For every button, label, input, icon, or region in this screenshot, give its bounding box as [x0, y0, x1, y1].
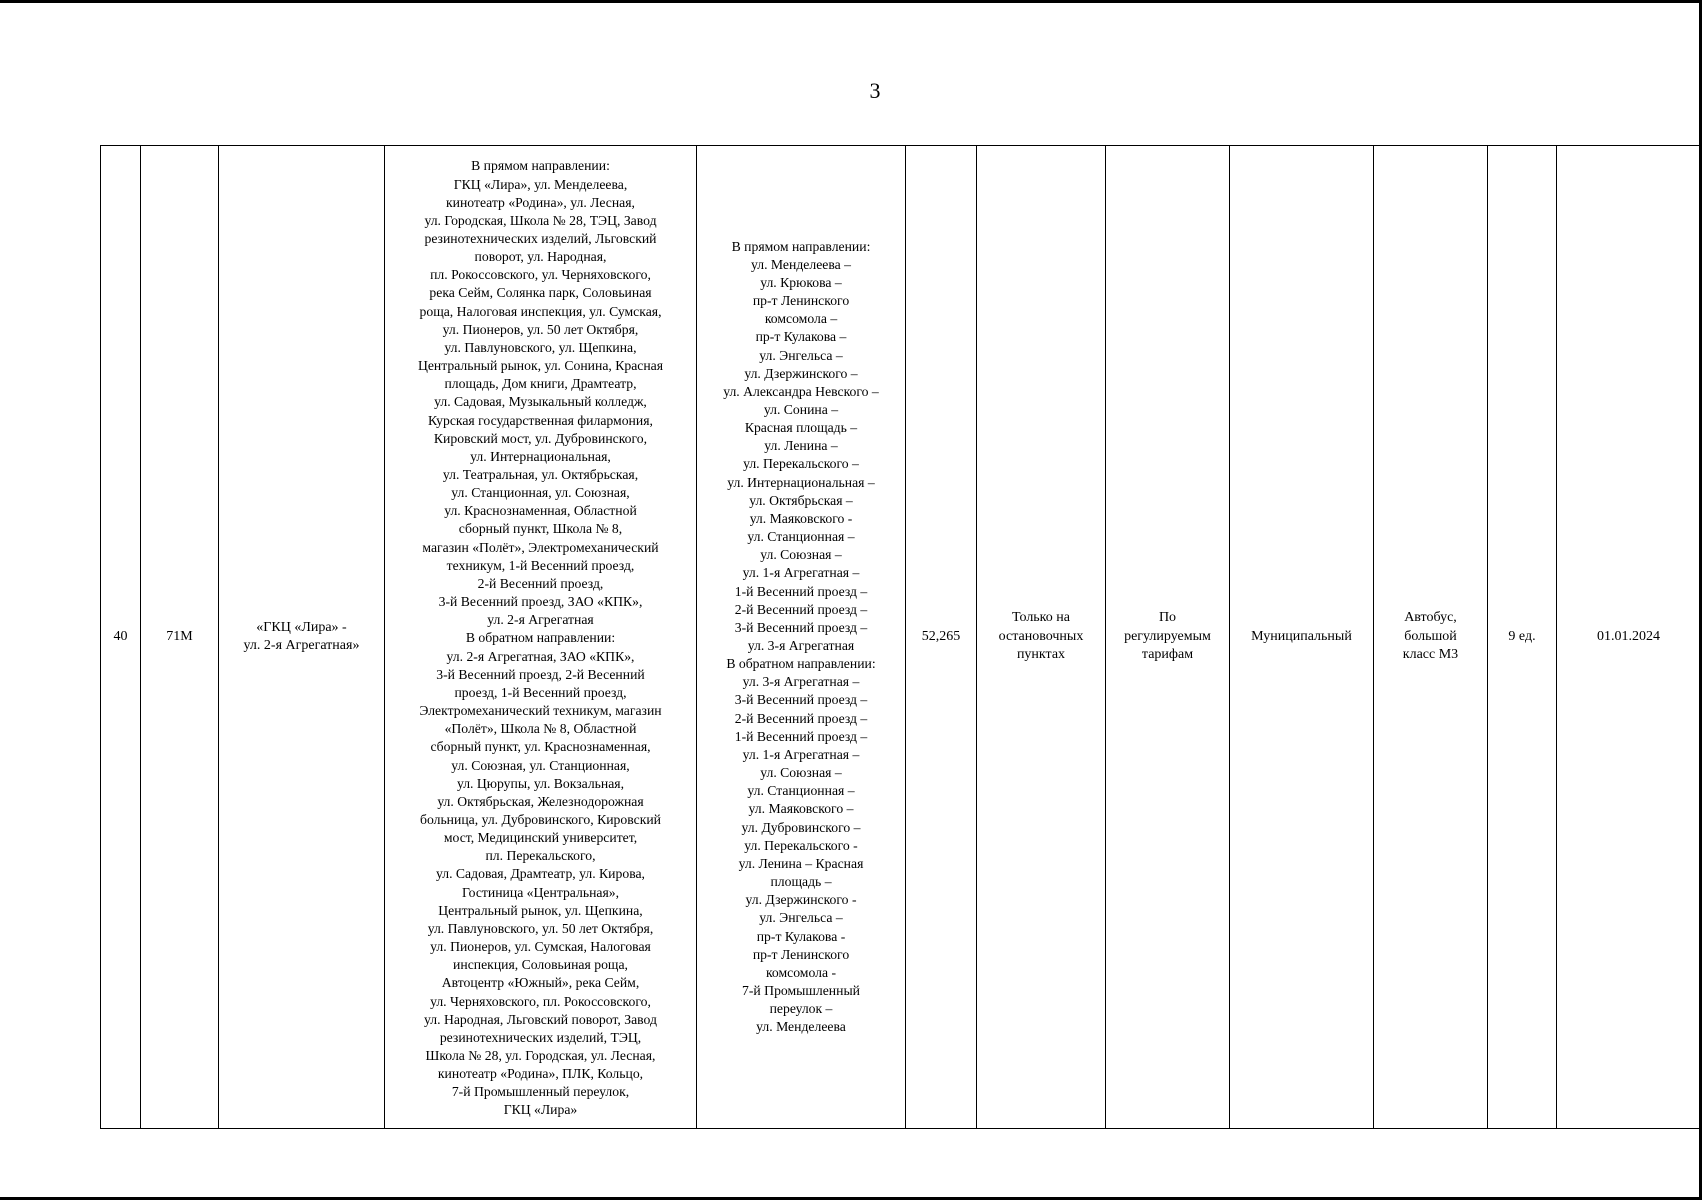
vehicle-class	[1376, 609, 1485, 664]
text-line: ул. Ленина – Красная	[738, 855, 864, 871]
text-line: 3-й Весенний проезд, ЗАО «КПК»,	[438, 594, 643, 610]
text-line: ул. Союзная –	[760, 765, 842, 781]
vehicle-cell	[1374, 146, 1488, 1129]
text-line: ул. 1-я Агрегатная –	[742, 565, 860, 581]
text-line: ул. Интернациональная,	[470, 448, 611, 464]
text-line: 1-й Весенний проезд –	[734, 728, 868, 744]
stops-cell	[385, 146, 697, 1129]
text-line: ул. Перекальского -	[744, 837, 858, 853]
text-line: Курская государственная филармония,	[428, 412, 653, 428]
text-line: Центральный рынок, ул. Щепкина,	[438, 902, 643, 918]
text-line: ул. Менделеева	[756, 1019, 846, 1035]
text-line: площадь, Дом книги, Драмтеатр,	[444, 376, 637, 392]
text-line: ул. Дубровинского –	[741, 819, 861, 835]
text-line: ул. Октябрьская, Железнодорожная	[437, 793, 644, 809]
text-line: ул. Садовая, Музыкальный колледж,	[434, 394, 647, 410]
boarding-order	[979, 609, 1103, 664]
text-line: сборный пункт, Школа № 8,	[458, 521, 623, 537]
text-line: резинотехнических изделий, ТЭЦ,	[439, 1029, 642, 1045]
text-line: 3-й Весенний проезд, 2-й Весенний	[436, 666, 645, 682]
route-type: Муниципальный	[1251, 628, 1352, 644]
scan-edge-top	[0, 0, 1702, 3]
text-line: Гостиница «Центральная»,	[461, 884, 620, 900]
text-line: ул. Интернациональная –	[727, 474, 875, 490]
text-line: ул. Павлуновского, ул. Щепкина,	[444, 339, 637, 355]
text-line: 2-й Весенний проезд,	[477, 575, 604, 591]
text-line: ул. Пионеров, ул. 50 лет Октября,	[442, 321, 639, 337]
text-line: Центральный рынок, ул. Сонина, Красная	[417, 358, 664, 374]
text-line: ул. Станционная –	[747, 529, 855, 545]
text-line: В прямом направлении:	[471, 158, 610, 174]
text-line: ул. Александра Невского –	[723, 383, 879, 399]
text-line: большой	[1404, 628, 1457, 644]
tariff-type	[1108, 609, 1227, 664]
text-line: класс М3	[1402, 647, 1459, 663]
route-table	[100, 145, 1701, 1129]
text-line: комсомола -	[765, 964, 837, 980]
text-line: ул. Октябрьская –	[749, 492, 853, 508]
text-line: река Сейм, Солянка парк, Соловьиная	[429, 285, 652, 301]
text-line: «ГКЦ «Лира» -	[256, 619, 347, 635]
text-line: В прямом направлении:	[731, 238, 871, 254]
text-line: мост, Медицинский университет,	[443, 830, 638, 846]
route-type-cell	[1230, 146, 1374, 1129]
text-line: ул. Сонина –	[763, 401, 839, 417]
text-line: ул. 2-я Агрегатная»	[243, 638, 360, 653]
text-line: ул. 2-я Агрегатная, ЗАО «КПК»,	[446, 648, 635, 664]
text-line: магазин «Полёт», Электромеханический	[422, 539, 659, 555]
text-line: ул. Энгельса –	[759, 347, 843, 363]
text-line: ул. Маяковского –	[748, 801, 854, 817]
route-number: 71М	[166, 628, 193, 644]
text-line: ул. Менделеева –	[751, 256, 851, 272]
text-line: ул. Городская, Школа № 28, ТЭЦ, Завод	[424, 212, 657, 228]
text-line: В обратном направлении:	[465, 630, 616, 646]
text-line: ул. Черняховского, пл. Рокоссовского,	[430, 993, 651, 1009]
text-line: сборный пункт, ул. Краснознаменная,	[430, 739, 651, 755]
text-line: 7-й Промышленный	[742, 982, 860, 998]
text-line: пр-т Ленинского	[752, 946, 850, 962]
text-line: остановочных	[998, 628, 1084, 644]
text-line: ул. Народная, Льговский поворот, Завод	[424, 1011, 657, 1027]
text-line: пр-т Ленинского	[752, 293, 850, 309]
text-line: ул. Ленина –	[764, 438, 838, 454]
text-line: ул. Станционная, ул. Союзная,	[451, 485, 630, 501]
text-line: Школа № 28, ул. Городская, ул. Лесная,	[425, 1048, 656, 1064]
text-line: тарифам	[1141, 647, 1194, 663]
route-name-cell	[219, 146, 385, 1129]
text-line: ул. 1-я Агрегатная –	[742, 746, 860, 762]
text-line: 1-й Весенний проезд –	[734, 583, 868, 599]
text-line: ул. Цюрупы, ул. Вокзальная,	[456, 775, 625, 791]
row-number: 40	[113, 628, 128, 644]
table-row	[101, 146, 1701, 1129]
start-date: 01.01.2024	[1597, 628, 1660, 644]
text-line: Автобус,	[1404, 610, 1457, 626]
text-line: роща, Налоговая инспекция, ул. Сумская,	[419, 303, 662, 319]
text-line: ул. 3-я Агрегатная	[747, 638, 855, 653]
boarding-cell	[977, 146, 1106, 1129]
text-line: пл. Рокоссовского, ул. Черняховского,	[430, 267, 651, 283]
text-line: ул. 2-я Агрегатная	[487, 612, 594, 628]
text-line: пр-т Кулакова –	[755, 329, 847, 345]
text-line: площадь –	[770, 874, 832, 890]
text-line: комсомола –	[764, 311, 838, 327]
text-line: ул. Краснознаменная, Областной	[444, 503, 637, 519]
text-line: По	[1158, 610, 1177, 626]
text-line: ГКЦ «Лира»	[503, 1102, 578, 1118]
text-line: ул. Павлуновского, ул. 50 лет Октября,	[427, 920, 654, 936]
text-line: ул. Станционная –	[747, 783, 855, 799]
text-line: Красная площадь –	[744, 420, 858, 436]
text-line: резинотехнических изделий, Льговский	[424, 230, 657, 246]
page-number: 3	[869, 78, 881, 103]
text-line: техникум, 1-й Весенний проезд,	[446, 557, 635, 573]
text-line: В обратном направлении:	[726, 656, 876, 672]
text-line: ул. Энгельса –	[759, 910, 843, 926]
text-line: 2-й Весенний проезд –	[734, 601, 868, 617]
text-line: ул. Союзная –	[760, 547, 842, 563]
text-line: кинотеатр «Родина», ул. Лесная,	[446, 194, 635, 210]
vehicle-count: 9 ед.	[1508, 628, 1536, 644]
text-line: Кировский мост, ул. Дубровинского,	[433, 430, 648, 446]
text-line: поворот, ул. Народная,	[474, 249, 607, 265]
route-number-cell	[141, 146, 219, 1129]
text-line: ул. Союзная, ул. Станционная,	[451, 757, 630, 773]
text-line: ГКЦ «Лира», ул. Менделеева,	[453, 176, 628, 192]
text-line: Автоцентр «Южный», река Сейм,	[441, 975, 640, 991]
text-line: инспекция, Соловьиная роща,	[453, 957, 628, 973]
route-length: 52,265	[921, 628, 961, 644]
text-line: Электромеханический техникум, магазин	[419, 703, 662, 719]
text-line: кинотеатр «Родина», ПЛК, Кольцо,	[437, 1066, 644, 1082]
text-line: 3-й Весенний проезд –	[734, 619, 868, 635]
length-cell	[906, 146, 977, 1129]
row-number-cell	[101, 146, 141, 1129]
text-line: ул. Крюкова –	[760, 274, 842, 290]
start-date-cell	[1557, 146, 1701, 1129]
text-line: переулок –	[769, 1001, 833, 1017]
text-line: ул. Пионеров, ул. Сумская, Налоговая	[430, 939, 651, 955]
count-cell	[1488, 146, 1557, 1129]
text-line: 7-й Промышленный переулок,	[451, 1084, 630, 1100]
text-line: Только на	[1012, 610, 1070, 626]
text-line: пунктах	[1016, 647, 1066, 663]
text-line: 3-й Весенний проезд –	[734, 692, 868, 708]
text-line: больница, ул. Дубровинского, Кировский	[419, 811, 661, 827]
text-line: пр-т Кулакова -	[756, 928, 846, 944]
text-line: пл. Перекальского,	[485, 848, 596, 864]
text-line: ул. Дзержинского -	[745, 892, 857, 908]
tariff-cell	[1106, 146, 1230, 1129]
text-line: регулируемым	[1124, 628, 1211, 644]
text-line: ул. Маяковского -	[749, 510, 853, 526]
text-line: ул. 3-я Агрегатная –	[742, 674, 860, 690]
text-line: ул. Театральная, ул. Октябрьская,	[442, 467, 639, 483]
text-line: ул. Дзержинского –	[744, 365, 858, 381]
route-name	[221, 619, 382, 656]
text-line: проезд, 1-й Весенний проезд,	[454, 684, 627, 700]
text-line: ул. Перекальского –	[743, 456, 859, 472]
text-line: 2-й Весенний проезд –	[734, 710, 868, 726]
text-line: ул. Садовая, Драмтеатр, ул. Кирова,	[436, 866, 645, 882]
stops-list	[387, 157, 694, 1119]
text-line: «Полёт», Школа № 8, Областной	[444, 721, 637, 737]
streets-cell	[697, 146, 906, 1129]
streets-list	[699, 238, 903, 1037]
